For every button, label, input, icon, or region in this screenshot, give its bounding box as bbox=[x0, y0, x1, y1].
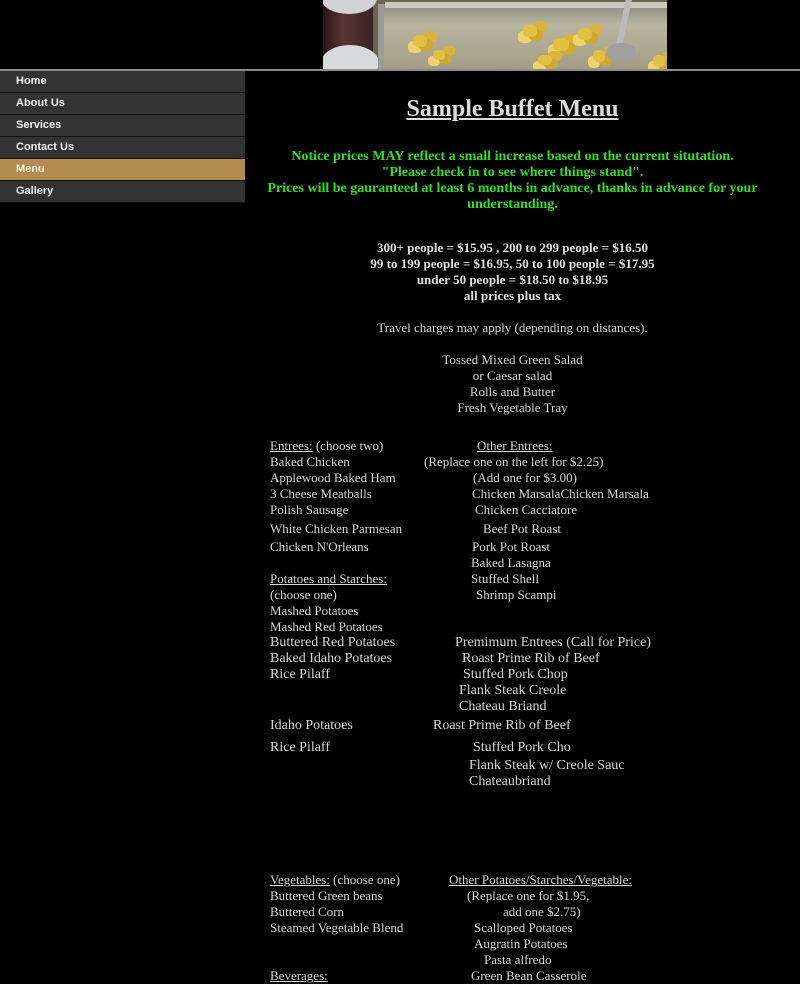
entree-item: 3 Cheese Meatballs bbox=[270, 486, 372, 501]
other-entree-item: Stuffed Shell bbox=[471, 571, 540, 586]
premium-entree-item: Chateaubriand bbox=[469, 774, 551, 789]
other-entree-item: Baked Lasagna bbox=[471, 555, 551, 570]
entree-item: Applewood Baked Ham bbox=[270, 470, 396, 485]
premium-entree-item: Chateau Briand bbox=[459, 699, 547, 714]
other-entree-item: Beef Pot Roast bbox=[483, 521, 561, 536]
potato-item: Mashed Potatoes bbox=[270, 603, 359, 618]
premium-entree-item: Flank Steak Creole bbox=[459, 683, 567, 698]
other-side-item: Scalloped Potatoes bbox=[474, 920, 573, 935]
entree-item: Baked Chicken bbox=[270, 454, 350, 469]
sidebar-item-gallery[interactable]: Gallery bbox=[0, 181, 245, 203]
sidebar-item-contact-us[interactable]: Contact Us bbox=[0, 137, 245, 159]
potato-item: Rice Pilaff bbox=[270, 667, 331, 682]
other-side-item: Augratin Potatoes bbox=[474, 936, 568, 951]
sidebar-nav bbox=[0, 71, 245, 203]
other-sides-heading: Other Potatoes/Starches/Vegetable: bbox=[449, 872, 633, 887]
other-entree-item: Pork Pot Roast bbox=[472, 539, 551, 554]
potato-item: Mashed Red Potatoes bbox=[270, 619, 383, 634]
entree-item: Polish Sausage bbox=[270, 502, 349, 517]
potato-item: Buttered Red Potatoes bbox=[270, 635, 396, 650]
pricing-tiers: 300+ people = $15.95 , 200 to 299 people = $16.50 99 to 199 people = $16.95, 50 to 100 people = $17.95 under 50 people = $18.50 to $18.95 all prices plus tax bbox=[370, 240, 655, 303]
other-sides-note: (Replace one for $1.95, bbox=[467, 888, 590, 903]
vegetable-item: Buttered Corn bbox=[270, 904, 345, 919]
sidebar-item-home[interactable]: Home bbox=[0, 71, 245, 93]
potato-item: Rice Pilaff bbox=[270, 740, 331, 755]
sidebar-item-services[interactable]: Services bbox=[0, 115, 245, 137]
potatoes-heading: Potatoes and Starches: bbox=[270, 571, 387, 586]
premium-entree-item: Stuffed Pork Cho bbox=[473, 740, 571, 755]
vegetable-item: Buttered Green beans bbox=[270, 888, 383, 903]
other-sides-note: add one $2.75) bbox=[503, 904, 581, 919]
travel-charges-note: Travel charges may apply (depending on distances). bbox=[377, 320, 648, 335]
main-content bbox=[245, 71, 800, 981]
premium-entree-item: Roast Prime Rib of Beef bbox=[462, 651, 600, 666]
sidebar-item-menu[interactable]: Menu bbox=[0, 159, 245, 181]
premium-entrees-heading: Premimum Entrees (Call for Price) bbox=[455, 635, 651, 650]
site-header bbox=[0, 0, 800, 69]
potato-item: Idaho Potatoes bbox=[270, 718, 353, 733]
premium-entree-item: Roast Prime Rib of Beef bbox=[433, 718, 571, 733]
premium-entree-item: Flank Steak w/ Creole Sauc bbox=[469, 758, 625, 773]
other-entrees-note: (Replace one on the left for $2.25) bbox=[424, 454, 604, 469]
hero-image bbox=[323, 0, 667, 69]
vegetables-heading: Vegetables: (choose one) bbox=[270, 872, 400, 887]
premium-entree-item: Stuffed Pork Chop bbox=[463, 667, 568, 682]
page-title: Sample Buffet Menu bbox=[406, 96, 619, 122]
other-entree-item: Chicken MarsalaChicken Marsala bbox=[472, 486, 649, 501]
included-items: Tossed Mixed Green Salad or Caesar salad Rolls and Butter Fresh Vegetable Tray bbox=[442, 352, 583, 415]
other-entree-item: Chicken Cacciatore bbox=[475, 502, 578, 517]
potato-item: Baked Idaho Potatoes bbox=[270, 651, 393, 666]
entrees-heading: Entrees: (choose two) bbox=[270, 438, 384, 453]
other-entree-item: Shrimp Scampi bbox=[476, 587, 557, 602]
other-side-item: Green Bean Casserole bbox=[471, 968, 587, 983]
vegetable-item: Steamed Vegetable Blend bbox=[270, 920, 404, 935]
other-side-item: Pasta alfredo bbox=[484, 952, 552, 967]
entree-item: Chicken N'Orleans bbox=[270, 539, 369, 554]
other-entrees-heading: Other Entrees: bbox=[477, 438, 553, 453]
sidebar-item-about-us[interactable]: About Us bbox=[0, 93, 245, 115]
price-notice: Notice prices MAY reflect a small increase based on the current situtation. "Please check in to see where things stand". Prices will be gauranteed at least 6 months in advance, thanks in advance for your understanding. bbox=[267, 149, 758, 212]
potatoes-note: (choose one) bbox=[270, 587, 337, 602]
other-entrees-note: (Add one for $3.00) bbox=[473, 470, 577, 485]
beverages-heading: Beverages: bbox=[270, 968, 328, 983]
entree-item: White Chicken Parmesan bbox=[270, 521, 403, 536]
